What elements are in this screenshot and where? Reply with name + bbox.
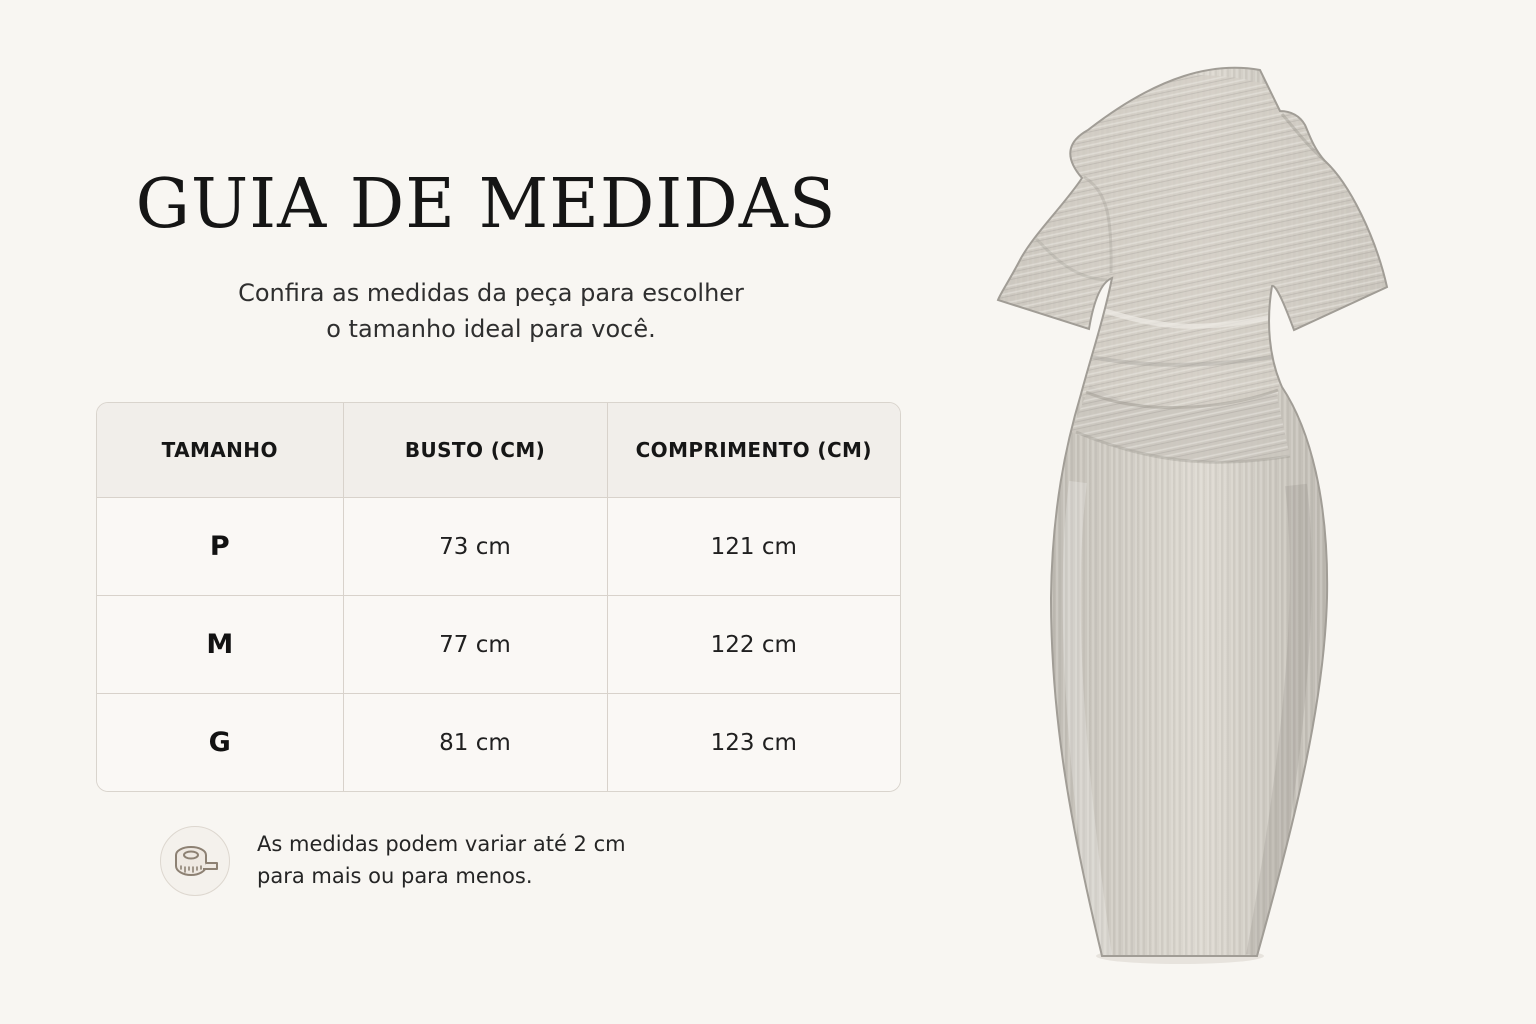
measurement-note xyxy=(160,826,700,896)
bust-column-header: BUSTO (CM) xyxy=(343,403,607,498)
size-column-header: TAMANHO xyxy=(97,403,343,498)
table-row-p xyxy=(97,498,900,596)
table-row-g xyxy=(97,694,900,792)
size-table xyxy=(96,402,901,792)
note-line-2: para mais ou para menos. xyxy=(257,864,533,888)
length-cell-g: 123 cm xyxy=(607,694,900,792)
page-subtitle xyxy=(178,275,804,347)
size-cell-p: P xyxy=(97,498,343,596)
note-line-1: As medidas podem variar até 2 cm xyxy=(257,832,626,856)
size-cell-g: G xyxy=(97,694,343,792)
length-cell-m: 122 cm xyxy=(607,596,900,694)
size-cell-m: M xyxy=(97,596,343,694)
measuring-tape-icon xyxy=(160,826,230,896)
page-title: GUIA DE MEDIDAS xyxy=(135,165,837,244)
measurements-table xyxy=(97,403,900,791)
subtitle-line-1: Confira as medidas da peça para escolher xyxy=(238,279,744,307)
table-header-row xyxy=(97,403,900,498)
note-text xyxy=(257,828,677,892)
length-column-header: COMPRIMENTO (CM) xyxy=(607,403,900,498)
bust-cell-g: 81 cm xyxy=(343,694,607,792)
table-row-m xyxy=(97,596,900,694)
bust-cell-m: 77 cm xyxy=(343,596,607,694)
length-cell-p: 121 cm xyxy=(607,498,900,596)
bust-cell-p: 73 cm xyxy=(343,498,607,596)
dress-image xyxy=(990,58,1400,964)
subtitle-line-2: o tamanho ideal para você. xyxy=(326,315,656,343)
